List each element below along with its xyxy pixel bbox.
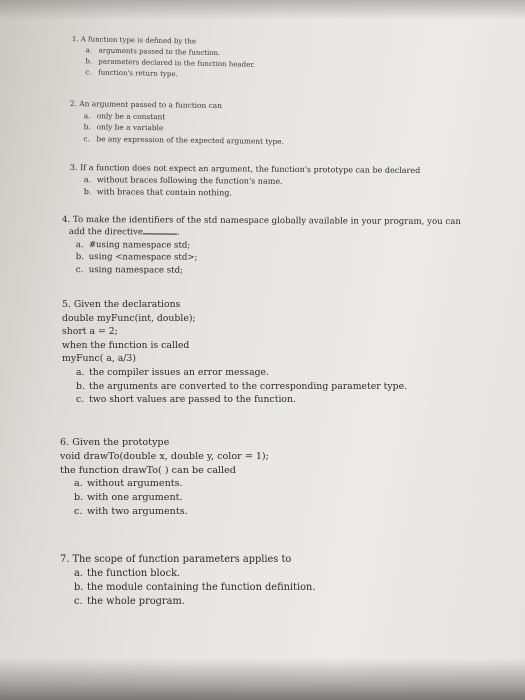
option-b: b. only be a variable bbox=[83, 122, 164, 133]
option-b: b. using <namespace std>; bbox=[75, 252, 198, 263]
option-b: b. parameters declared in the function header. bbox=[85, 57, 256, 69]
question-stem: 1. A function type is defined by the bbox=[71, 34, 197, 46]
top-shadow bbox=[0, 0, 525, 20]
option-a: a. the function block. bbox=[74, 568, 181, 579]
question-stem: 6. Given the prototype bbox=[60, 437, 170, 448]
question-stem: 3. If a function does not expect an argument, the function's prototype can be declared bbox=[69, 162, 421, 176]
question-6 bbox=[60, 436, 269, 519]
option-c: c. using namespace std; bbox=[75, 264, 184, 276]
option-a: a. without braces following the function's name. bbox=[83, 175, 283, 186]
code-line: myFunc( a, a/3) bbox=[62, 353, 136, 365]
option-b: b. with one argument. bbox=[74, 492, 183, 504]
option-a: a. only be a constant bbox=[83, 110, 166, 121]
question-1 bbox=[71, 34, 256, 82]
code-line: double myFunc(int, double); bbox=[62, 312, 196, 324]
option-a: a. #using namespace std; bbox=[75, 239, 191, 251]
code-line: void drawTo(double x, double y, color = 1); bbox=[60, 450, 269, 462]
question-7 bbox=[60, 553, 315, 609]
option-b: b. the arguments are converted to the corresponding parameter type. bbox=[76, 380, 408, 392]
question-stem: 4. To make the identifiers of the std namespace globally available in your program, you can bbox=[61, 214, 461, 228]
option-c: c. with two arguments. bbox=[74, 505, 188, 517]
option-c: c. two short values are passed to the function. bbox=[76, 394, 296, 406]
option-c: c. function's return type. bbox=[85, 68, 178, 79]
code-line: short a = 2; bbox=[62, 326, 118, 338]
question-stem-continued: the function drawTo( ) can be called bbox=[60, 464, 236, 476]
option-a: a. arguments passed to the function. bbox=[85, 46, 221, 58]
bottom-shadow bbox=[0, 658, 525, 700]
question-stem-continued: when the function is called bbox=[62, 339, 190, 351]
option-a: a. the compiler issues an error message. bbox=[76, 366, 270, 378]
question-stem: 7. The scope of function parameters applies to bbox=[60, 554, 292, 565]
question-stem-continued: add the directive . bbox=[68, 227, 180, 239]
answer-blank bbox=[143, 234, 177, 235]
question-stem: 2. An argument passed to a function can bbox=[69, 98, 223, 111]
option-b: b. the module containing the function definition. bbox=[74, 582, 316, 593]
question-4 bbox=[62, 214, 461, 278]
option-b: b. with braces that contain nothing. bbox=[83, 187, 232, 198]
question-3 bbox=[70, 162, 421, 201]
option-c: c. be any expression of the expected argument type. bbox=[83, 133, 285, 146]
option-a: a. without arguments. bbox=[74, 478, 183, 490]
option-c: c. the whole program. bbox=[74, 596, 185, 607]
question-stem: 5. Given the declarations bbox=[62, 299, 181, 310]
question-5 bbox=[62, 298, 407, 407]
question-2 bbox=[69, 98, 284, 147]
